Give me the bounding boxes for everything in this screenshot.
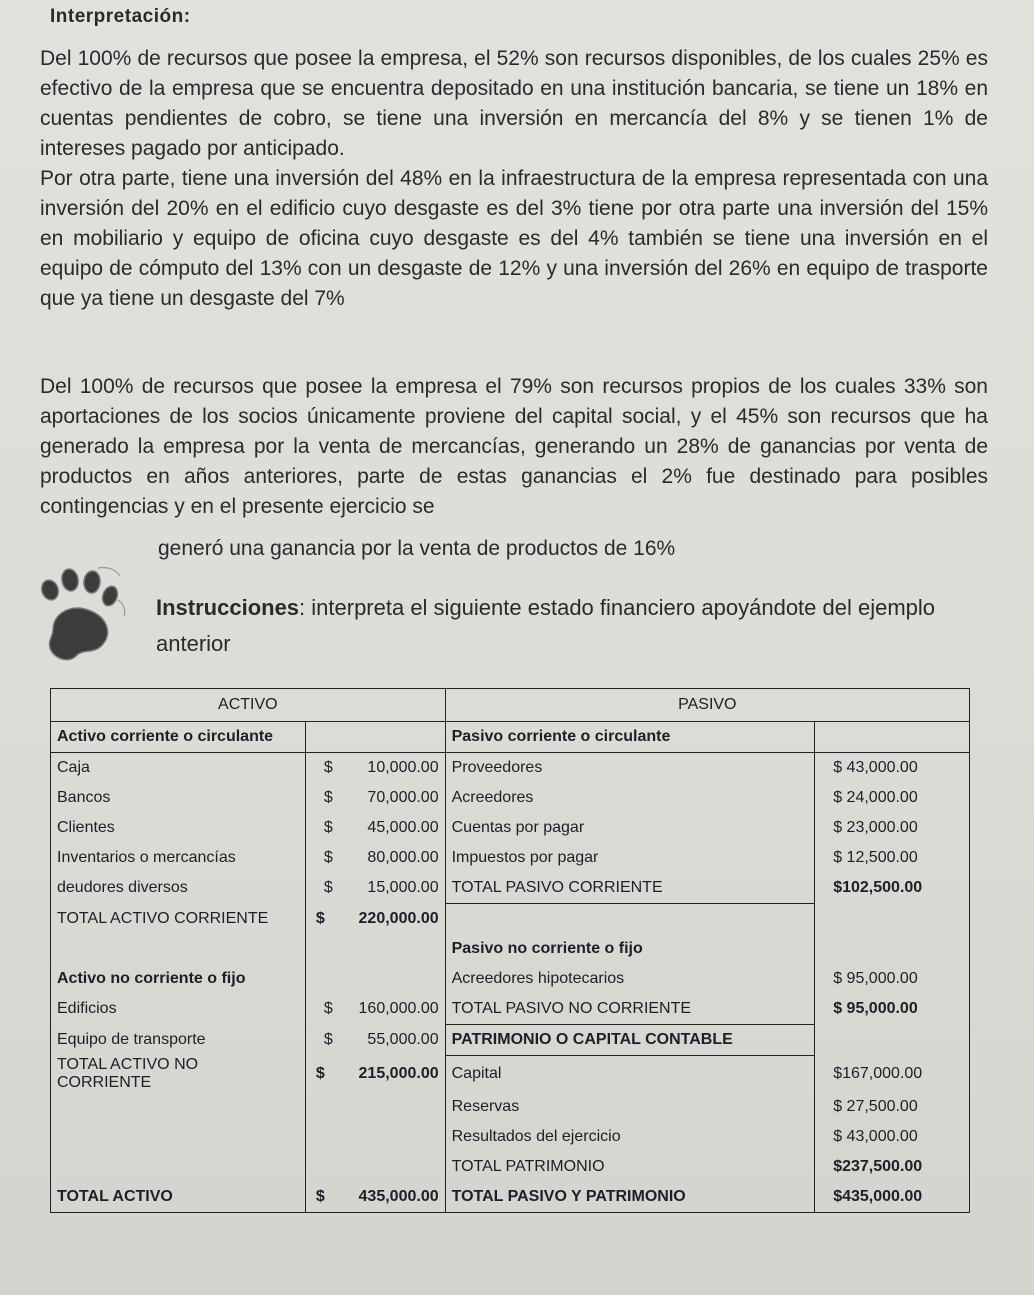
currency-symbol: $ (315, 909, 325, 927)
balance-sheet-table (50, 688, 970, 1213)
row-label: Acreedores (445, 783, 815, 813)
table-row (51, 783, 970, 813)
pasivo-corriente-title: Pasivo corriente o circulante (445, 722, 815, 753)
row-amount: 80,000.00 (367, 849, 439, 866)
currency-symbol: $ (315, 1187, 325, 1205)
row-amount: 70,000.00 (367, 789, 439, 806)
table-row (51, 843, 970, 873)
edificios-label: Edificios (51, 994, 306, 1025)
total-activo-label: TOTAL ACTIVO (51, 1182, 306, 1213)
activo-corriente-title: Activo corriente o circulante (51, 722, 306, 753)
table-row (51, 1025, 970, 1056)
row-amount: $ 12,500.00 (815, 843, 970, 873)
table-row (51, 1182, 970, 1213)
table-row (51, 964, 970, 994)
paragraph-1: Del 100% de recursos que posee la empresa, el 52% son recursos disponibles, de los cuales 25% es efectivo de la empresa que se encuentra depositado en una institución bancaria, se tiene un 18% en cuentas pendientes de cobro, se tiene una inversión en mercancía del 8% y se tienen 1% de intereses pagado por anticipado. (40, 47, 988, 160)
currency-symbol: $ (323, 789, 333, 806)
instructions-text: : interpreta el siguiente estado financiero apoyándote del ejemplo anterior (156, 595, 936, 656)
table-row (51, 1092, 970, 1122)
table-row (51, 1056, 970, 1092)
capital-label: Capital (445, 1056, 815, 1092)
acreedores-hipotecarios-amount: $ 95,000.00 (815, 964, 970, 994)
row-amount: $ 43,000.00 (815, 753, 970, 784)
row-amount: 15,000.00 (367, 879, 439, 897)
paragraph-3: Del 100% de recursos que posee la empresa el 79% son recursos propios de los cuales 33% son aportaciones de los socios únicamente proviene del capital social, y el 45% son recursos que ha generado la empresa por la venta de mercancías, generando un 28% de ganancias por venta de productos en años anteriores, parte de estas ganancias el 2% fue destinado para posibles contingencias y en el presente ejercicio se (40, 375, 988, 518)
row-label: Clientes (51, 813, 306, 843)
row-amount: $ 23,000.00 (815, 813, 970, 843)
currency-symbol: $ (323, 849, 333, 866)
table-row (51, 904, 970, 935)
row-label: Inventarios o mercancías (51, 843, 306, 873)
total-activo-no-corriente-label-1: TOTAL ACTIVO NO (57, 1055, 199, 1073)
total-pasivo-no-corriente-label: TOTAL PASIVO NO CORRIENTE (445, 994, 815, 1025)
total-pasivo-corriente-label: TOTAL PASIVO CORRIENTE (445, 873, 815, 904)
row-label: Caja (51, 753, 306, 784)
resultados-amount: $ 43,000.00 (815, 1122, 970, 1152)
instructions-label: Instrucciones (156, 595, 300, 620)
activo-header: ACTIVO (51, 689, 446, 722)
total-patrimonio-label: TOTAL PATRIMONIO (445, 1152, 815, 1182)
table-row (51, 1152, 970, 1182)
row-label: deudores diversos (51, 873, 306, 904)
currency-symbol: $ (323, 1000, 333, 1018)
total-activo-corriente-label: TOTAL ACTIVO CORRIENTE (51, 904, 306, 935)
row-label: Proveedores (445, 753, 815, 784)
patrimonio-title: PATRIMONIO O CAPITAL CONTABLE (445, 1025, 815, 1056)
heading: Interpretación: (50, 6, 191, 27)
total-pasivo-corriente-amount: $102,500.00 (815, 873, 970, 904)
paragraph-4: generó una ganancia por la venta de productos de 16% (158, 537, 676, 560)
paw-print-icon (28, 560, 138, 670)
row-amount: 10,000.00 (367, 759, 439, 776)
row-label: Bancos (51, 783, 306, 813)
table-row (51, 1122, 970, 1152)
currency-symbol: $ (315, 1064, 325, 1082)
instructions (156, 590, 996, 662)
row-amount: $ 24,000.00 (815, 783, 970, 813)
edificios-amount: 160,000.00 (358, 1000, 439, 1018)
table-subheader-row (51, 722, 970, 753)
table-row (51, 934, 970, 964)
row-label: Impuestos por pagar (445, 843, 815, 873)
pasivo-no-corriente-title: Pasivo no corriente o fijo (445, 934, 815, 964)
total-activo-no-corriente-amount: 215,000.00 (358, 1064, 439, 1082)
equipo-transporte-label: Equipo de transporte (51, 1025, 306, 1056)
capital-amount: $167,000.00 (815, 1056, 970, 1092)
resultados-label: Resultados del ejercicio (445, 1122, 815, 1152)
row-amount: 45,000.00 (367, 819, 439, 836)
total-patrimonio-amount: $237,500.00 (815, 1152, 970, 1182)
row-label: Cuentas por pagar (445, 813, 815, 843)
paragraph-2: Por otra parte, tiene una inversión del 48% en la infraestructura de la empresa representada con una inversión del 20% en el edificio cuyo desgaste es del 3% tiene por otra parte una inversión del 15% en mobiliario y equipo de oficina cuyo desgaste es del 4% también se tiene una inversión en el equipo de cómputo del 13% con un desgaste de 12% y una inversión del 26% en equipo de trasporte que ya tiene un desgaste del 7% (40, 167, 988, 310)
currency-symbol: $ (323, 879, 333, 897)
table-row (51, 813, 970, 843)
reservas-amount: $ 27,500.00 (815, 1092, 970, 1122)
total-pasivo-patrimonio-label: TOTAL PASIVO Y PATRIMONIO (445, 1182, 815, 1213)
acreedores-hipotecarios-label: Acreedores hipotecarios (445, 964, 815, 994)
currency-symbol: $ (323, 819, 333, 836)
reservas-label: Reservas (445, 1092, 815, 1122)
table-row (51, 753, 970, 784)
total-pasivo-patrimonio-amount: $435,000.00 (815, 1182, 970, 1213)
table-header-row (51, 689, 970, 722)
activo-no-corriente-title: Activo no corriente o fijo (51, 964, 306, 994)
total-activo-corriente-amount: 220,000.00 (358, 909, 439, 927)
total-pasivo-no-corriente-amount: $ 95,000.00 (815, 994, 970, 1025)
total-activo-amount: 435,000.00 (358, 1187, 439, 1205)
total-activo-no-corriente-label-2: CORRIENTE (57, 1073, 152, 1091)
currency-symbol: $ (323, 1031, 333, 1048)
equipo-transporte-amount: 55,000.00 (367, 1031, 439, 1048)
table-row (51, 873, 970, 904)
table-row (51, 994, 970, 1025)
pasivo-header: PASIVO (445, 689, 969, 722)
currency-symbol: $ (323, 759, 333, 776)
